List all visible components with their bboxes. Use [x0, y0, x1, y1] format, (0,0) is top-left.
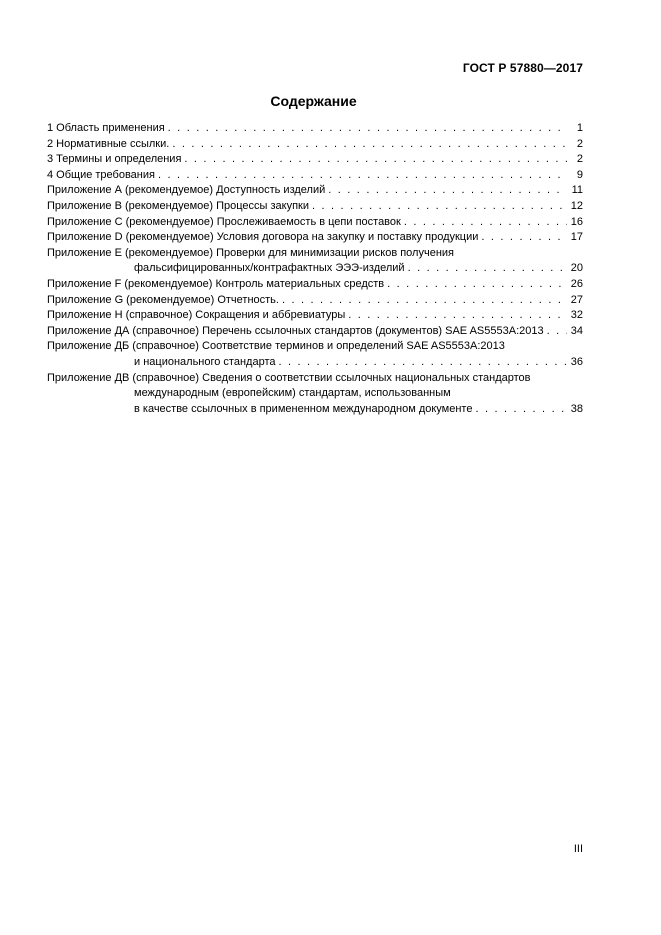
toc-entry-title: Приложение В (рекомендуемое) Процессы закупки: [47, 199, 310, 212]
toc-entry-line: [47, 137, 583, 153]
dot-leader: [481, 230, 566, 246]
toc-page-number: 34: [570, 324, 583, 337]
toc-entry-title: 1 Область применения: [47, 122, 165, 134]
toc-entry[interactable]: [47, 308, 583, 324]
dot-leader: [404, 215, 567, 231]
dot-leader: [279, 355, 567, 371]
toc-entry-continuation: [47, 355, 583, 371]
page-number: III: [573, 843, 583, 855]
toc-entry-line: [47, 215, 583, 231]
toc-entry-line: [47, 308, 583, 324]
dot-leader: [312, 199, 567, 215]
toc-page-number: 1: [576, 122, 583, 134]
dot-leader: [168, 121, 567, 137]
toc-entry-continuation: [47, 402, 583, 418]
toc-entry-line: [47, 199, 583, 215]
toc-entry-title: Приложение А (рекомендуемое) Доступность изделий: [47, 184, 326, 197]
dot-leader: [475, 402, 566, 418]
toc-page-number: 16: [570, 215, 583, 228]
standard-designation: ГОСТ Р 57880—2017: [462, 61, 583, 75]
toc-entry-title: международным (европейским) стандартам, использованным: [134, 387, 451, 400]
toc-entry[interactable]: [47, 324, 583, 340]
toc-entry-line: [47, 121, 583, 137]
toc-entry-line: [47, 168, 583, 184]
toc-entry-title: фальсифицированных/контрафактных ЭЭЭ-изделий: [134, 262, 405, 275]
toc-entry-title: Приложение ДВ (справочное) Сведения о соответствии ссылочных национальных стандартов: [47, 371, 531, 384]
toc-entry-line: [47, 339, 583, 355]
toc-page-number: 32: [570, 309, 583, 322]
toc-page-number: 9: [576, 168, 583, 181]
toc-page-number: 26: [570, 277, 583, 290]
dot-leader: [184, 152, 567, 168]
toc-entry[interactable]: [47, 199, 583, 215]
toc-entry[interactable]: [47, 215, 583, 231]
dot-leader: [348, 308, 566, 324]
toc-page-number: 2: [576, 137, 583, 150]
dot-leader: [387, 277, 567, 293]
toc-entry-line: [47, 293, 583, 309]
toc-entry[interactable]: [47, 339, 583, 370]
toc-entry-line: [47, 246, 583, 262]
toc-entry[interactable]: [47, 183, 583, 199]
toc-entry-title: Приложение D (рекомендуемое) Условия договора на закупку и поставку продукции: [47, 231, 479, 244]
toc-entry-title: Приложение ДБ (справочное) Соответствие терминов и определений SAE AS5553A:2013: [47, 340, 505, 353]
toc-page-number: 20: [570, 262, 583, 275]
toc-entry-title: Приложение F (рекомендуемое) Контроль материальных средств: [47, 277, 385, 290]
dot-leader: [282, 293, 567, 309]
table-of-contents: [47, 121, 583, 417]
toc-entry[interactable]: [47, 137, 583, 153]
toc-entry-title: Приложение Е (рекомендуемое) Проверки для минимизации рисков получения: [47, 246, 454, 259]
toc-entry-title: 2 Нормативные ссылки.: [47, 137, 170, 150]
toc-entry[interactable]: [47, 277, 583, 293]
toc-entry[interactable]: [47, 168, 583, 184]
toc-entry-title: в качестве ссылочных в примененном международном документе: [134, 402, 473, 415]
toc-entry[interactable]: [47, 230, 583, 246]
toc-entry-title: 4 Общие требования: [47, 168, 155, 181]
toc-page-number: 12: [570, 199, 583, 212]
toc-entry-title: 3 Термины и определения: [47, 153, 182, 166]
toc-entry-title: Приложение С (рекомендуемое) Прослеживаемость в цепи поставок: [47, 215, 401, 228]
toc-entry-line: [47, 324, 583, 340]
toc-entry-title: Приложение ДА (справочное) Перечень ссылочных стандартов (документов) SAE AS5553A:2013: [47, 324, 544, 337]
toc-entry-line: [47, 152, 583, 168]
toc-page-number: 27: [570, 293, 583, 306]
toc-title: Содержание: [270, 93, 357, 109]
toc-entry-continuation: [47, 386, 583, 402]
toc-entry-continuation: [47, 261, 583, 277]
dot-leader: [408, 261, 567, 277]
toc-page-number: 11: [571, 184, 583, 197]
toc-entry-line: [47, 230, 583, 246]
toc-page-number: 36: [570, 355, 583, 368]
dot-leader: [547, 324, 567, 340]
toc-page-number: 38: [570, 402, 583, 415]
toc-entry[interactable]: [47, 293, 583, 309]
toc-entry[interactable]: [47, 152, 583, 168]
toc-entry-title: Приложение Н (справочное) Сокращения и аббревиатуры: [47, 309, 346, 322]
toc-entry-line: [47, 371, 583, 387]
toc-entry[interactable]: [47, 121, 583, 137]
dot-leader: [172, 137, 567, 153]
toc-entry-title: Приложение G (рекомендуемое) Отчетность.: [47, 293, 279, 306]
toc-entry-line: [47, 277, 583, 293]
toc-page-number: 17: [570, 231, 583, 244]
dot-leader: [158, 168, 567, 184]
toc-entry[interactable]: [47, 371, 583, 418]
toc-page-number: 2: [576, 153, 583, 166]
dot-leader: [328, 183, 567, 199]
toc-entry-title: и национального стандарта: [134, 355, 276, 368]
toc-entry-line: [47, 183, 583, 199]
toc-entry[interactable]: [47, 246, 583, 277]
